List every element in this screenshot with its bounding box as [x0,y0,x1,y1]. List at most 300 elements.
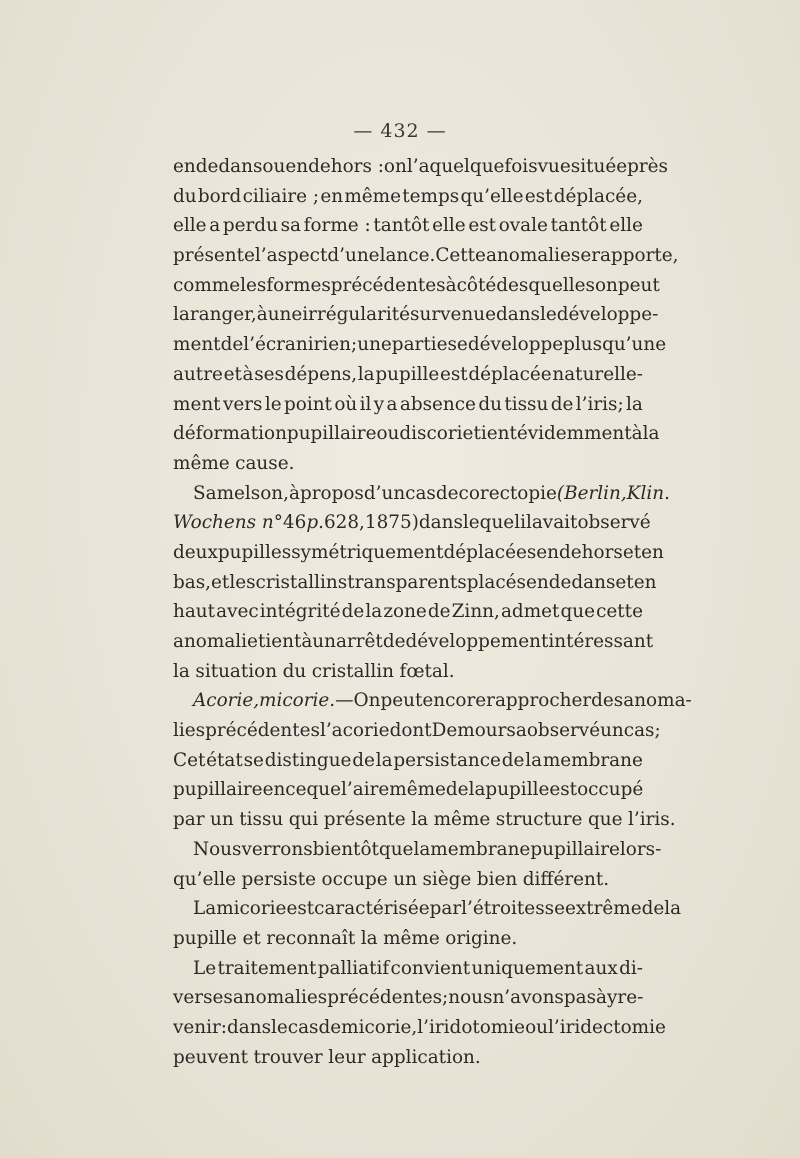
word: lequel [462,512,521,534]
word: pupille [485,779,550,801]
word: de [318,1016,342,1038]
word: dehors [559,541,623,563]
text-line [173,211,643,241]
word: l’iris; [575,393,624,415]
text-line [173,241,679,271]
text-line [173,775,643,805]
text-line [173,805,676,835]
text-line [173,182,643,212]
word: rapprocher [486,690,592,712]
word: et [242,927,261,949]
word: est [286,898,315,920]
word: la [360,927,378,949]
word: la [375,749,393,771]
word: Le [193,957,217,979]
word: d’une [327,245,380,267]
word: le [540,304,557,326]
word: dans [495,304,540,326]
word: des [591,690,624,712]
word: re- [617,987,644,1009]
word: peut [617,274,660,296]
text-line [173,686,692,716]
word: un [393,868,417,890]
word: lors- [619,838,662,860]
word: Wochens n° [173,512,283,534]
word: elle [609,215,643,237]
word: absence [399,393,476,415]
text-line [173,152,668,182]
word: développement [405,631,549,652]
word: cause. [235,452,295,474]
word: a [386,393,398,415]
word: extrême [564,898,642,920]
word: à [445,274,457,296]
word: en [320,185,344,207]
word: l’acorie [319,720,390,742]
word: anoma- [623,690,692,712]
word: dedans [195,156,263,177]
text-line [173,300,659,330]
word: naturelle- [552,363,643,385]
word: précédentes [330,274,446,296]
word: une [357,334,392,356]
word: persiste [241,868,316,890]
word: survenue [410,304,496,326]
word: un [312,631,336,652]
word: un [600,720,624,742]
word: di- [619,957,643,979]
word: précédentes [205,720,320,742]
word: développe [467,334,564,356]
word: les [229,571,256,593]
word: de [641,898,665,920]
word: micorie, [341,1016,418,1038]
word: se [243,749,264,771]
word: siège [422,868,472,890]
word: il [359,393,372,415]
word: on [383,156,407,177]
word: comme [173,274,241,296]
word: caractérisée [314,898,430,920]
word: de [382,631,406,652]
word: symétriquement [291,541,444,563]
text-line [173,627,654,657]
word: sa [280,215,301,237]
word: déplacées [443,541,537,563]
word: qu’elle [173,868,236,890]
word: convient [390,957,471,979]
word: cette [596,601,643,623]
word: de [435,482,459,504]
word: ranger, [189,304,257,326]
word: elle [432,215,466,237]
word: reconnaît [266,927,356,949]
word: pupille [173,927,237,949]
word: l’aire [341,779,390,801]
word: haut [173,601,216,623]
word: la [173,660,190,682]
word: se [570,245,592,267]
word: deux [173,541,218,563]
word: même [389,779,446,801]
word: pupillaire [286,423,377,445]
word: l’iridectomie [547,1016,666,1038]
word: corectopie [458,482,557,504]
word: dans [227,1016,272,1038]
word: Klin. [626,482,670,504]
word: présente [323,809,406,831]
word: l’a [406,156,430,177]
word: de [220,334,244,356]
word: déplacée, [553,185,643,207]
word: tantôt [373,215,430,237]
text-line [173,568,657,598]
word: Demours [431,720,516,742]
word: palliatif [317,957,390,979]
word: le [264,393,282,415]
text-line [173,508,651,538]
word: où [334,393,358,415]
word: arrêt [336,631,383,652]
word: déplacée [468,363,552,385]
word: transparents [347,571,467,593]
text-line [173,597,643,627]
word: peut [380,690,423,712]
word: à [256,304,268,326]
word: vers [222,393,263,415]
word: verrons [241,838,313,860]
word: nous [448,987,493,1009]
word: plus [563,334,603,356]
page-number: — 432 — [353,120,447,142]
word: partie [391,334,448,356]
text-line [173,271,660,301]
word: que [306,779,341,801]
word: rapporte, [591,245,679,267]
word: intéressant [548,631,654,652]
text-line [173,924,643,954]
word: encore [422,690,487,712]
word: tissu [239,809,284,831]
word: Cet [173,749,206,771]
word: y [373,393,385,415]
word: anomalies [232,987,328,1009]
word: —On [335,690,381,712]
word: cristallin [311,660,395,682]
word: lance. [379,245,436,267]
word: par [429,898,462,920]
word: état [206,749,243,771]
word: et [211,571,230,593]
text-line [173,865,643,895]
word: cas [405,482,436,504]
word: y [607,987,618,1009]
text-line [173,1043,643,1073]
word: même [344,185,402,207]
word: la [525,749,543,771]
word: traitement [217,957,317,979]
word: discorie [399,423,474,445]
word: pupilles [217,541,292,563]
text-line [173,983,643,1013]
word: est [549,779,578,801]
word: forme : [303,215,371,237]
word: dedans [548,571,616,593]
word: aux [584,957,618,979]
word: se [447,334,468,356]
word: la [413,838,431,860]
word: Acorie,micorie. [193,690,336,712]
word: tantôt [550,215,607,237]
text-line [173,835,662,865]
word: Zinn, [451,601,500,623]
word: et [223,363,242,385]
word: bord [197,185,242,207]
word: leur [328,1046,366,1068]
word: anomalie [173,631,258,652]
word: la [664,898,682,920]
word: différent. [522,868,610,890]
word: placés [466,571,526,593]
word: (Berlin, [556,482,627,504]
word: et [615,571,634,593]
word: ce [285,779,307,801]
word: micorie [216,898,287,920]
text-line [173,390,643,420]
word: est [468,215,497,237]
word: l’aspect [254,245,328,267]
word: perdu [222,215,278,237]
word: cas [287,1016,319,1038]
word: venir: [173,1016,227,1038]
word: le [271,1016,288,1038]
word: que [587,809,623,831]
word: admet [500,601,560,623]
word: est [439,363,468,385]
word: que [378,838,414,860]
word: même [173,452,230,474]
word: du [282,660,307,682]
word: trouver [253,1046,323,1068]
word: observé [577,512,651,534]
word: à [288,482,300,504]
word: uniquement [471,957,584,979]
word: du [173,185,197,207]
word: l’étroitesse [461,898,565,920]
word: bien [476,868,518,890]
word: origine. [445,927,518,949]
word: qu’elle [460,185,524,207]
word: Samelson, [193,482,289,504]
word: anomalie [485,245,571,267]
word: tient [473,423,517,445]
word: qu’une [602,334,667,356]
word: à [596,987,608,1009]
word: et [622,541,642,563]
word: côté [456,274,497,296]
word: membrane [542,749,643,771]
word: formes [266,274,331,296]
word: pupillaire [530,838,620,860]
text-line [173,419,660,449]
word: elle [173,215,207,237]
word: dehors : [308,156,384,177]
word: pupille [375,363,440,385]
word: de [352,749,375,771]
word: n’avons [492,987,564,1009]
word: même [433,809,491,831]
word: pupillaire [173,779,263,801]
word: intégrité [259,601,341,623]
word: la [626,393,643,415]
word: p. [306,512,324,534]
word: situation [195,660,278,682]
word: dans [418,512,463,534]
word: de [341,601,365,623]
word: application. [371,1046,481,1068]
word: pas [563,987,597,1009]
word: distingue [264,749,352,771]
word: bientôt [312,838,379,860]
word: observé [526,720,601,742]
body-text [173,152,692,1072]
word: verses [173,987,233,1009]
word: en [536,541,560,563]
word: qui [288,809,319,831]
word: d’un [363,482,406,504]
word: présente [173,245,255,267]
text-line [173,479,670,509]
word: persistance [393,749,501,771]
word: avait [531,512,578,534]
word: une [267,304,303,326]
word: ou [525,1016,548,1038]
word: irien; [307,334,358,356]
word: la [357,363,375,385]
word: tient [257,631,302,652]
word: La [193,898,217,920]
word: desquelles [496,274,595,296]
word: de [550,393,574,415]
word: on [594,274,618,296]
word: avec [216,601,259,623]
word: Cette [435,245,486,267]
text-line [173,449,643,479]
word: la [468,779,486,801]
word: par [173,809,205,831]
word: du [478,393,502,415]
word: la [411,809,429,831]
word: un [210,809,234,831]
word: la [642,423,660,445]
word: zone [383,601,427,623]
word: déformation [173,423,287,445]
word: propos [299,482,364,504]
word: de [445,779,469,801]
word: cas; [623,720,661,742]
word: à [301,631,313,652]
word: ment [173,334,221,356]
word: fœtal. [399,660,455,682]
word: a [209,215,221,237]
word: en [633,571,657,593]
word: il [520,512,532,534]
word: lies [173,720,206,742]
word: de [501,749,525,771]
word: autre [173,363,223,385]
word: dépens, [284,363,358,385]
word: l’iris. [627,809,676,831]
text-line [173,657,643,687]
word: 1875) [364,512,419,534]
word: en [262,779,286,801]
word: de [427,601,451,623]
word: quelquefois [429,156,538,177]
word: irrégularité [302,304,411,326]
word: ou [262,156,286,177]
word: Nous [193,838,242,860]
word: vue [537,156,571,177]
word: ment [173,393,221,415]
word: la [365,601,383,623]
word: point [283,393,332,415]
word: la [173,304,190,326]
text-line [173,894,682,924]
word: l’iridotomie [417,1016,526,1038]
word: structure [495,809,583,831]
word: à [631,423,643,445]
word: ovale [498,215,548,237]
word: est [524,185,553,207]
word: en [285,156,309,177]
word: 628, [323,512,365,534]
text-line [173,746,643,776]
word: temps [402,185,460,207]
word: en [173,156,196,177]
word: bas, [173,571,212,593]
word: 46 [282,512,307,534]
text-line [173,360,643,390]
word: ou [376,423,400,445]
word: évidemment [516,423,632,445]
word: peuvent [173,1046,249,1068]
word: précédentes; [327,987,449,1009]
word: près [627,156,668,177]
word: dont [389,720,432,742]
word: située [570,156,628,177]
word: même [383,927,440,949]
word: occupe [321,868,388,890]
word: ciliaire ; [242,185,320,207]
word: occupé [577,779,644,801]
text-line [173,538,664,568]
word: l’écran [243,334,308,356]
word: cristallins [255,571,348,593]
word: tissu [504,393,549,415]
word: en [525,571,549,593]
word: ses [254,363,284,385]
word: a [515,720,527,742]
word: les [240,274,267,296]
text-line [173,716,661,746]
word: membrane [430,838,531,860]
word: développe- [556,304,659,326]
word: que [560,601,596,623]
word: à [242,363,254,385]
text-line [173,954,643,984]
word: en [641,541,664,563]
text-line [173,330,667,360]
